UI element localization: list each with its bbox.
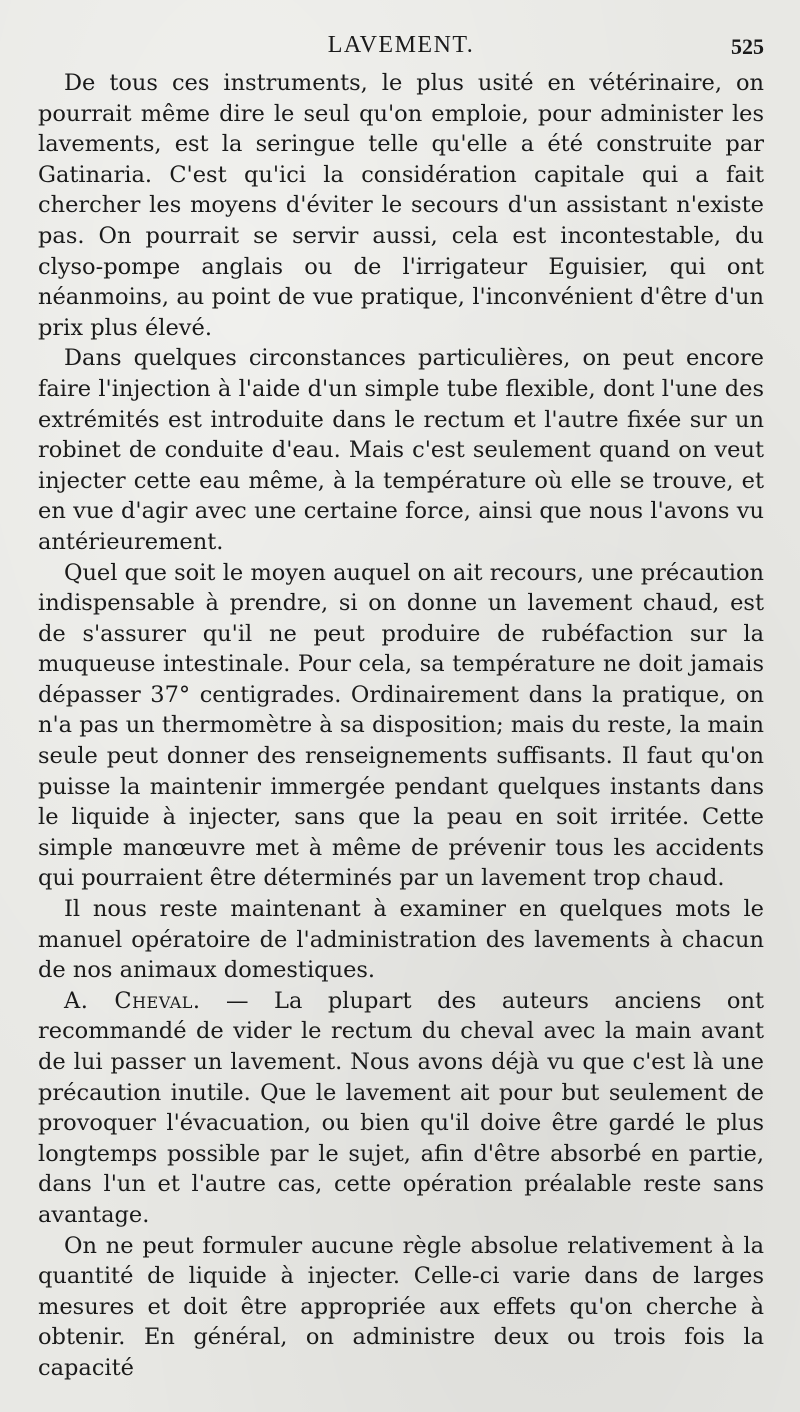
paragraph-cheval <box>38 986 764 1231</box>
running-title: LAVEMENT. <box>327 32 475 58</box>
paragraph-instruments: De tous ces instruments, le plus usité en vétérinaire, on pourrait même dire le seul qu'on emploie, pour administer les lavements, est la seringue telle qu'elle a été construite par Gatinaria. C'est qu'ici la considération capitale qui a fait chercher les moyens d'éviter le secours d'un assistant n'existe pas. On pourrait se servir aussi, cela est incontestable, du clyso-pompe anglais ou de l'irrigateur Eguisier, qui ont néanmoins, au point de vue pratique, l'inconvénient d'être d'un prix plus élevé. <box>38 70 764 341</box>
paragraph-manuel-operatoire: Il nous reste maintenant à examiner en quelques mots le manuel opératoire de l'administration des lavements à chacun de nos animaux domestiques. <box>38 896 764 984</box>
section-lead-cheval: A. Cheval. <box>64 987 201 1014</box>
paragraph-cheval-text: — La plupart des auteurs anciens ont recommandé de vider le rectum du cheval avec la main avant de lui passer un lavement. Nous avons déjà vu que c'est là une précaution inutile. Que le lavement ait pour but seulement de provoquer l'évacuation, ou bien qu'il doive être gardé le plus longtemps possible par le sujet, afin d'être absorbé en partie, dans l'un et l'autre cas, cette opération préalable reste sans avantage. <box>38 987 764 1228</box>
paragraph-quantite: On ne peut formuler aucune règle absolue relativement à la quantité de liquide à injecter. Celle-ci varie dans de larges mesures et doit être appropriée aux effets qu'on cherche à obtenir. En général, on administre deux ou trois fois la capacité <box>38 1232 764 1381</box>
paragraph-circonstances: Dans quelques circonstances particulières, on peut encore faire l'injection à l'aide d'un simple tube flexible, dont l'une des extrémités est introduite dans le rectum et l'autre fixée sur un robinet de conduite d'eau. Mais c'est seulement quand on veut injecter cette eau même, à la température où elle se trouve, et en vue d'agir avec une certaine force, ainsi que nous l'avons vu antérieurement. <box>38 345 764 555</box>
paragraph-precaution: Quel que soit le moyen auquel on ait recours, une précaution indispensable à prendre, si on donne un lavement chaud, est de s'assurer qu'il ne peut produire de rubéfaction sur la muqueuse intestinale. Pour cela, sa température ne doit jamais dépasser 37° centigrades. Ordinairement dans la pratique, on n'a pas un thermomètre à sa disposition; mais du reste, la main seule peut donner des renseignements suffisants. Il faut qu'on puisse la maintenir immergée pendant quelques instants dans le liquide à injecter, sans que la peau en soit irritée. Cette simple manœuvre met à même de prévenir tous les accidents qui pourraient être déterminés par un lavement trop chaud. <box>38 559 764 892</box>
running-head <box>38 28 764 68</box>
body-text <box>38 68 764 1384</box>
page-number: 525 <box>731 34 764 59</box>
